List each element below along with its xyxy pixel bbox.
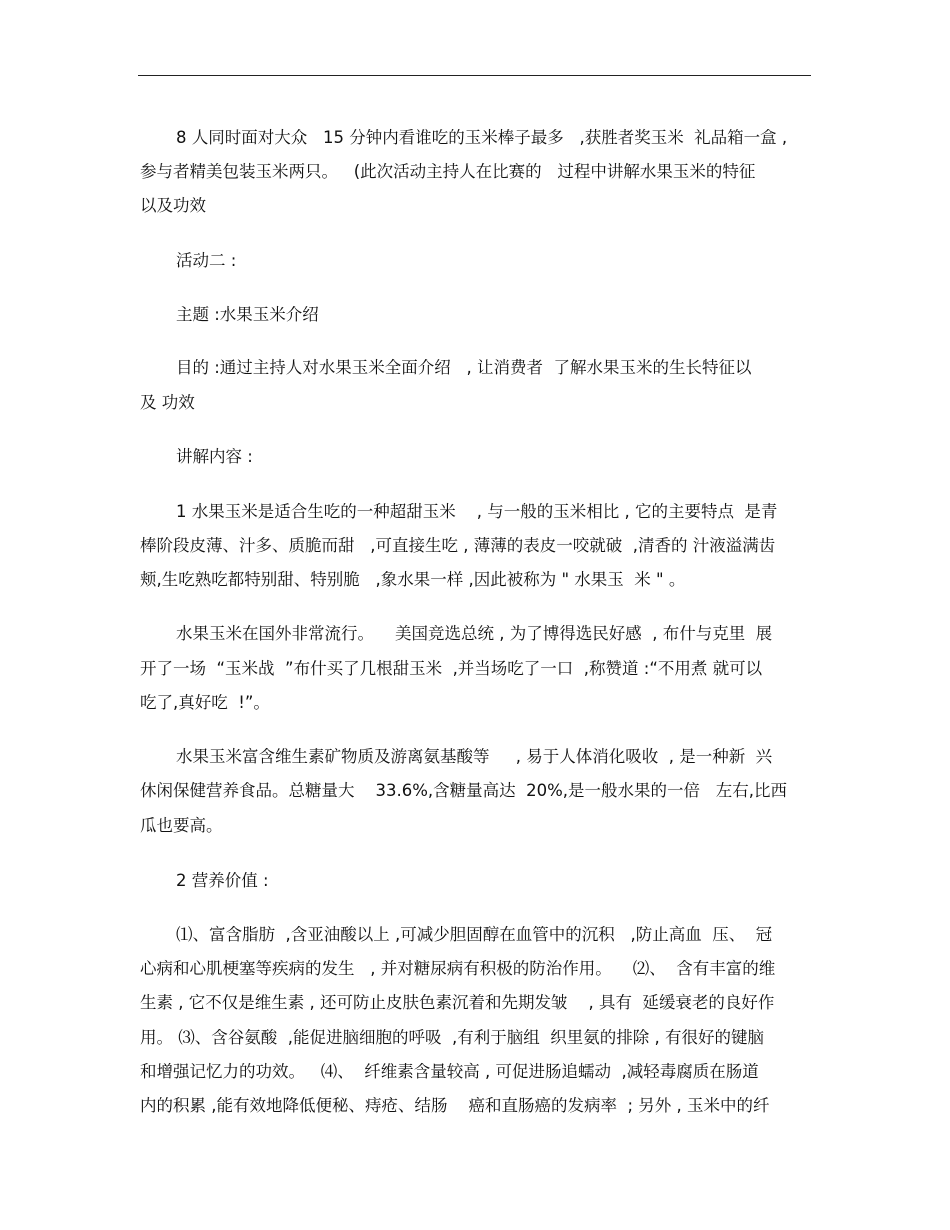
text-line: 以及功效 xyxy=(140,196,206,215)
text-line: 用。 ⑶、含谷氨酸 ,能促进脑细胞的呼吸 ,有利于脑组 织里氨的排除 , 有很好的键脑 xyxy=(140,1028,764,1047)
text-line: 棒阶段皮薄、汁多、质脆而甜 ,可直接生吃 , 薄薄的表皮一咬就破 ,清香的 汁液溢满齿 xyxy=(140,536,776,555)
text-line: 及 功效 xyxy=(140,393,195,412)
section-heading: 活动二 : xyxy=(176,251,237,270)
text-line: 8 人同时面对大众 15 分钟内看谁吃的玉米棒子最多 ,获胜者奖玉米 礼品箱一盒 , xyxy=(176,128,788,147)
text-line: 内的积累 ,能有效地降低便秘、痔疮、结肠 癌和直肠癌的发病率 ; 另外 , 玉米中的纤 xyxy=(140,1096,770,1115)
text-line: 水果玉米富含维生素矿物质及游离氨基酸等 , 易于人体消化吸收 , 是一种新 兴 xyxy=(176,747,773,766)
header-rule xyxy=(138,75,811,76)
text-line: 心病和心肌梗塞等疾病的发生 , 并对糖尿病有积极的防治作用。 ⑵、 含有丰富的维 xyxy=(140,959,776,978)
text-line: 1 水果玉米是适合生吃的一种超甜玉米 , 与一般的玉米相比 , 它的主要特点 是青 xyxy=(176,502,778,521)
text-line: 颊,生吃熟吃都特别甜、特别脆 ,象水果一样 ,因此被称为 " 水果玉 米 " 。 xyxy=(140,570,686,589)
text-line: 水果玉米在国外非常流行。 美国竞选总统 , 为了博得选民好感 , 布什与克里 展 xyxy=(176,624,773,643)
topic-line: 主题 :水果玉米介绍 xyxy=(176,305,319,324)
text-line: 瓜也要高。 xyxy=(140,816,223,835)
section-heading: 讲解内容 : xyxy=(176,447,253,466)
section-heading: 2 营养价值 : xyxy=(176,871,269,890)
text-line: 生素 , 它不仅是维生素 , 还可防止皮肤色素沉着和先期发皱 , 具有 延缓衰老的良好作 xyxy=(140,993,775,1012)
text-line: 参与者精美包装玉米两只。 (此次活动主持人在比赛的 过程中讲解水果玉米的特征 xyxy=(140,162,756,181)
text-line: ⑴、富含脂肪 ,含亚油酸以上 ,可减少胆固醇在血管中的沉积 ,防止高血 压、 冠 xyxy=(176,925,773,944)
text-line: 目的 :通过主持人对水果玉米全面介绍 , 让消费者 了解水果玉米的生长特征以 xyxy=(176,358,752,377)
text-line: 休闲保健营养食品。总糖量大 33.6%,含糖量高达 20%,是一般水果的一倍 左右,比西 xyxy=(140,781,788,800)
text-line: 和增强记忆力的功效。 ⑷、 纤维素含量较高 , 可促进肠追蠕动 ,减轻毒腐质在肠道 xyxy=(140,1062,759,1081)
text-line: 吃了,真好吃 !”。 xyxy=(140,693,270,712)
text-line: 开了一场 “玉米战 ”布什买了几根甜玉米 ,并当场吃了一口 ,称赞道 :“不用煮 就可以 xyxy=(140,659,763,678)
